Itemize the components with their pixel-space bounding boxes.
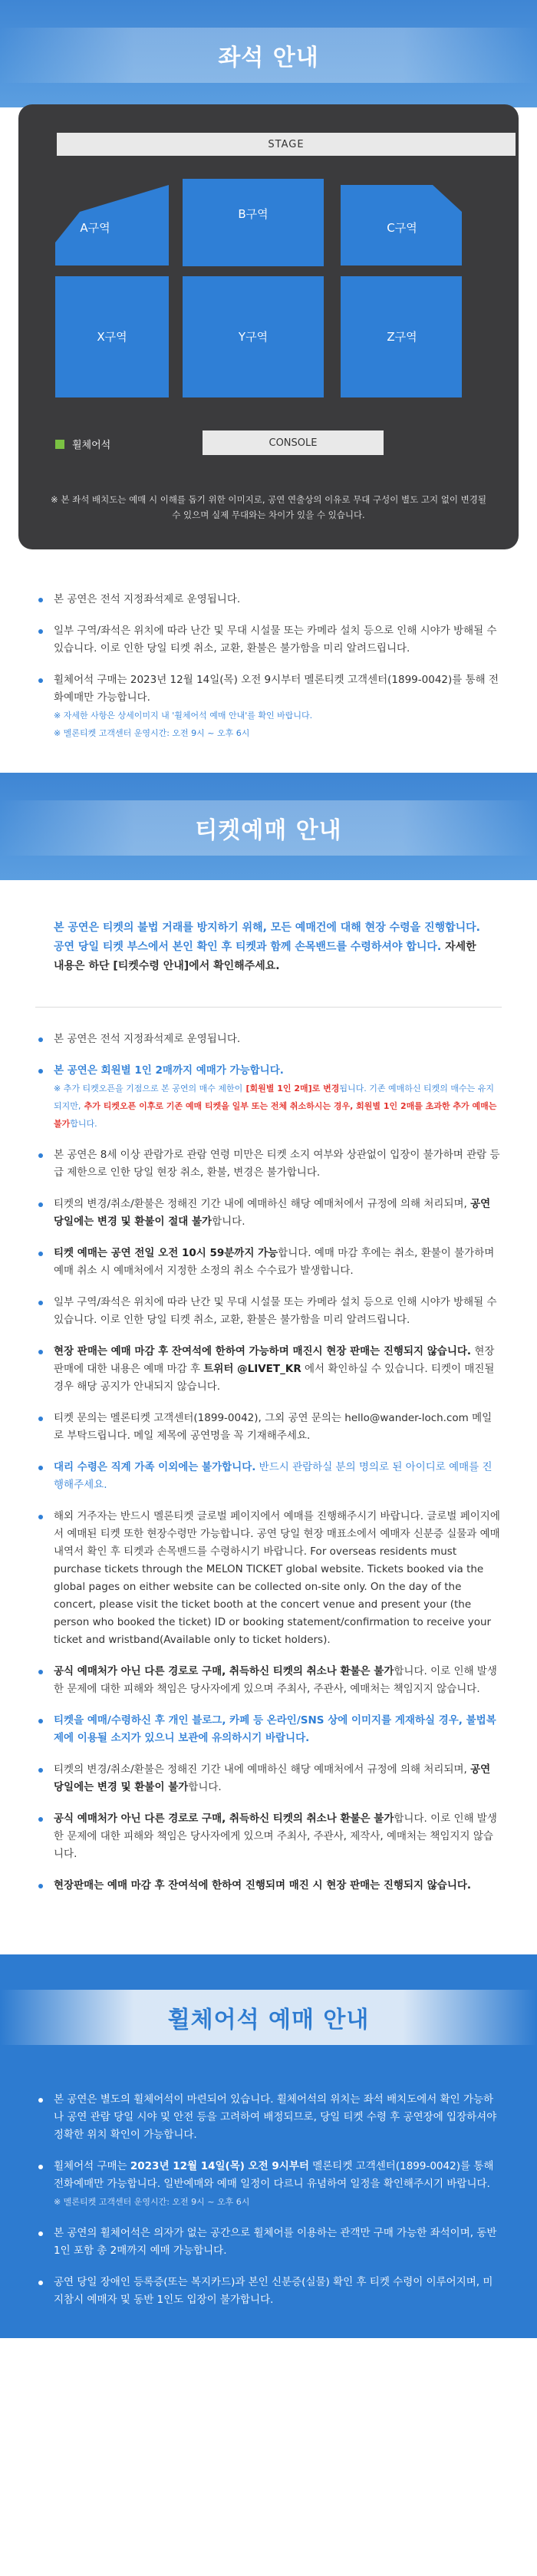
- block-x-label: X구역: [97, 330, 127, 344]
- seat-blocks-svg: [18, 104, 519, 549]
- list-item: 현장판매는 예매 마감 후 잔여석에 한하여 진행되며 매진 시 현장 판매는 진행되지 않습니다.: [37, 1877, 502, 1895]
- wheelchair-guide-section: [0, 1954, 537, 2338]
- list-item: 본 공연은 별도의 휠체어석이 마련되어 있습니다. 휠체어석의 위치는 좌석 배치도에서 확인 가능하나 공연 관람 당일 시야 및 안전 등을 고려하여 배정되므로, 당일 티켓 수령 후 공연장에 입장하셔야 정확한 위치 확인이 가능합니다.: [37, 2091, 502, 2144]
- list-item: 일부 구역/좌석은 위치에 따라 난간 및 무대 시설물 또는 카메라 설치 등으로 인해 시야가 방해될 수 있습니다. 이로 인한 당일 티켓 취소, 교환, 환불은 불가함을 미리 알려드립니다.: [37, 1294, 502, 1329]
- list-item: 티켓의 변경/취소/환불은 정해진 기간 내에 예매하신 해당 예매처에서 규정에 의해 처리되며, 공연 당일에는 변경 및 환불이 불가합니다.: [37, 1761, 502, 1796]
- list-item: 티켓 예매는 공연 전일 오전 10시 59분까지 가능합니다. 예매 마감 후에는 취소, 환불이 불가하며 예매 취소 시 예매처에서 지정한 소정의 취소 수수료가 발생합니다.: [37, 1245, 502, 1280]
- list-item: 휠체어석 구매는 2023년 12월 14일(목) 오전 9시부터 멜론티켓 고객센터(1899-0042)를 통해 전화예매만 가능합니다. 일반예매와 예매 일정이 다르니 유념하여 일정을 확인해주시기 바랍니다. ※ 멜론티켓 고객센터 운영시간: 오전 9시 ~ 오후 6시: [37, 2158, 502, 2211]
- block-b: [183, 179, 324, 266]
- list-item: 본 공연은 8세 이상 관람가로 관람 연령 미만은 티켓 소지 여부와 상관없이 입장이 불가하며 관람 등급 제한으로 인한 당일 현장 취소, 환불, 변경은 불가합니다.: [37, 1146, 502, 1182]
- wheelchair-guide-banner: [0, 1954, 537, 2070]
- list-item: 본 공연은 회원별 1인 2매까지 예매가 가능합니다. ※ 추가 티켓오픈을 기점으로 본 공연의 매수 제한이 [회원별 1인 2매]로 변경됩니다. 기존 예매하신 티켓의 매수는 유지되지만, 추가 티켓오픈 이후로 기존 예매 티켓을 일부 또는 전체 취소하시는 경우, 회원별 1인 2매를 초과한 추가 예매는 불가합니다.: [37, 1062, 502, 1133]
- list-item: 일부 구역/좌석은 위치에 따라 난간 및 무대 시설물 또는 카메라 설치 등으로 인해 시야가 방해될 수 있습니다. 이로 인한 당일 티켓 취소, 교환, 환불은 불가함을 미리 알려드립니다.: [37, 622, 502, 658]
- note-sub: ※ 멜론티켓 고객센터 운영시간: 오전 9시 ~ 오후 6시: [54, 2197, 250, 2207]
- block-z-label: Z구역: [387, 330, 417, 344]
- list-item: 본 공연의 휠체어석은 의자가 없는 공간으로 휠체어를 이용하는 관객만 구매 가능한 좌석이며, 동반 1인 포함 총 2매까지 예매 가능합니다.: [37, 2225, 502, 2260]
- list-item: 대리 수령은 직계 가족 이외에는 불가합니다. 반드시 관람하실 분의 명의로 된 아이디로 예매를 진행해주세요.: [37, 1459, 502, 1494]
- wheelchair-legend-label: 휠체어석: [72, 440, 111, 451]
- seat-guide-title: 좌석 안내: [218, 45, 319, 71]
- list-item: 공식 예매처가 아닌 다른 경로로 구매, 취득하신 티켓의 취소나 환불은 불가합니다. 이로 인해 발생한 문제에 대한 피해와 책임은 당사자에게 있으며 주최사, 주관사, 제작사, 예매처는 책임지지 않습니다.: [37, 1810, 502, 1863]
- list-item: 티켓을 예매/수령하신 후 개인 블로그, 카페 등 온라인/SNS 상에 이미지를 게재하실 경우, 불법복제에 이용될 소지가 있으니 보관에 유의하시기 바랍니다.: [37, 1712, 502, 1747]
- seat-map-note: ※ 본 좌석 배치도는 예매 시 이해를 돕기 위한 이미지로, 공연 연출상의 이유로 무대 구성이 별도 고지 없이 변경될 수 있으며 실제 무대와는 차이가 있을 수 있습니다.: [51, 494, 486, 520]
- console: CONSOLE: [203, 430, 384, 455]
- block-c-label: C구역: [387, 221, 417, 235]
- seat-guide-banner: [0, 0, 537, 107]
- divider: [35, 1007, 502, 1008]
- list-item: 해외 거주자는 반드시 멜론티켓 글로벌 페이지에서 예매를 진행해주시기 바랍니다. 글로벌 페이지에서 예매된 티켓 또한 현장수령만 가능합니다. 공연 당일 현장 매표소에서 예매자 신분증 실물과 예매 내역서 확인 후 티켓과 손목밴드를 수령하시기 바랍니다. For overseas residents must purchase tickets through the MELON TICKET global website. Tickets booked via the global pages on either website can be collected on-site only. On the day of the concert, please visit the ticket booth at the concert venue and present your (the person who booked the ticket) ID or booking statement/confirmation to receive your ticket and wristband(Available only to ticket holders).: [37, 1508, 502, 1649]
- list-item: 티켓의 변경/취소/환불은 정해진 기간 내에 예매하신 해당 예매처에서 규정에 의해 처리되며, 공연 당일에는 변경 및 환불이 절대 불가합니다.: [37, 1196, 502, 1231]
- list-item: 티켓 문의는 멜론티켓 고객센터(1899-0042), 그외 공연 문의는 hello@wander-loch.com 메일로 부탁드립니다. 메일 제목에 공연명을 꼭 기재해주세요.: [37, 1410, 502, 1445]
- ticket-guide-section: [0, 773, 537, 1954]
- wheelchair-guide-title: 휠체어석 예매 안내: [167, 2007, 370, 2033]
- wheelchair-legend-swatch: [55, 440, 64, 449]
- block-a-label: A구역: [80, 221, 110, 235]
- block-a: [55, 185, 169, 266]
- seat-guide-section: [0, 0, 537, 773]
- block-b-label: B구역: [238, 207, 268, 221]
- list-item: 공식 예매처가 아닌 다른 경로로 구매, 취득하신 티켓의 취소나 환불은 불가합니다. 이로 인해 발생한 문제에 대한 피해와 책임은 당사자에게 있으며 주최사, 주관사, 예매처는 책임지지 않습니다.: [37, 1663, 502, 1698]
- list-item: 본 공연은 전석 지정좌석제로 운영됩니다.: [37, 591, 502, 609]
- list-item: 휠체어석 구매는 2023년 12월 14일(목) 오전 9시부터 멜론티켓 고객센터(1899-0042)를 통해 전화예매만 가능합니다. ※ 자세한 사항은 상세이미지 내 '휠체어석 예매 안내'를 확인 바랍니다. ※ 멜론티켓 고객센터 운영시간: 오전 9시 ~ 오후 6시: [37, 671, 502, 742]
- ticket-guide-banner: [0, 773, 537, 880]
- stage: STAGE: [57, 133, 516, 156]
- seat-notes-list: [0, 591, 537, 773]
- ticket-guide-title: 티켓예매 안내: [195, 817, 342, 844]
- ticket-intro: 본 공연은 티켓의 불법 거래를 방지하기 위해, 모든 예매건에 대해 현장 수령을 진행합니다. 공연 당일 티켓 부스에서 본인 확인 후 티켓과 함께 손목밴드를 수령하셔야 합니다. 자세한 내용은 하단 [티켓수령 안내]에서 확인해주세요.: [54, 922, 480, 972]
- seat-map: [18, 104, 519, 549]
- note-sub: ※ 멜론티켓 고객센터 운영시간: 오전 9시 ~ 오후 6시: [54, 728, 250, 738]
- list-item: 현장 판매는 예매 마감 후 잔여석에 한하여 가능하며 매진시 현장 판매는 진행되지 않습니다. 현장 판매에 대한 내용은 예매 마감 후 트위터 @LIVET_KR 에서 확인하실 수 있습니다. 티켓이 매진될 경우 해당 공지가 안내되지 않습니다.: [37, 1343, 502, 1396]
- wheelchair-notes-list: [0, 2091, 537, 2309]
- ticket-notes-list: [0, 1031, 537, 1954]
- list-item: 본 공연은 전석 지정좌석제로 운영됩니다.: [37, 1031, 502, 1048]
- wheelchair-legend: [55, 437, 110, 451]
- list-item: 공연 당일 장애인 등록증(또는 복지카드)과 본인 신분증(실물) 확인 후 티켓 수령이 이루어지며, 미지참시 예매자 및 동반 1인도 입장이 불가합니다.: [37, 2274, 502, 2309]
- block-y-label: Y구역: [238, 330, 268, 344]
- note-sub: ※ 자세한 사항은 상세이미지 내 '휠체어석 예매 안내'를 확인 바랍니다.: [54, 711, 313, 721]
